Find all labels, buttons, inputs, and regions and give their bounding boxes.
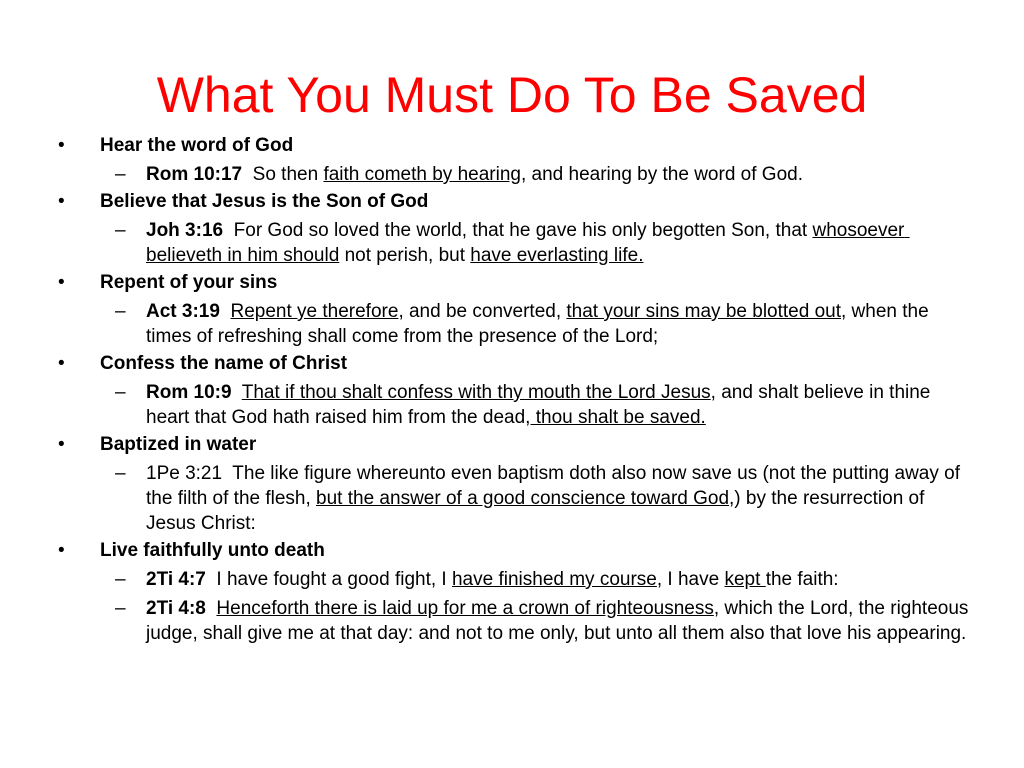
verse-reference: Rom 10:9 xyxy=(146,382,232,403)
verse-underlined-text: , thou shalt be saved. xyxy=(525,407,706,428)
verse-text: For God so loved the world, that he gave his only begotten Son, that xyxy=(223,220,813,241)
sub-bullet-dash-icon: – xyxy=(115,382,126,403)
sub-bullet-dash-icon: – xyxy=(115,463,126,484)
verse-underlined-text: kept xyxy=(724,569,766,590)
verse-text: I have fought a good fight, I xyxy=(205,569,452,590)
slide-body xyxy=(58,131,978,646)
sub-bullet-dash-icon: – xyxy=(115,220,126,241)
verse-reference: 2Ti 4:8 xyxy=(146,598,206,619)
bullet-item xyxy=(58,189,978,214)
slide-title: What You Must Do To Be Saved xyxy=(156,67,868,123)
verse-reference: 2Ti 4:7 xyxy=(146,569,206,590)
bullet-heading: Live faithfully unto death xyxy=(100,540,325,561)
bullet-heading: Repent of your sins xyxy=(100,272,278,293)
bullet-dot-icon: • xyxy=(58,540,65,561)
bullet-item xyxy=(58,538,978,563)
verse-text: The like figure whereunto even baptism doth also now save us (not the putting away of the filth of the flesh, xyxy=(146,463,966,509)
verse-underlined-text: Henceforth there is laid up for me a crown of righteousness xyxy=(216,598,714,619)
sub-bullet-dash-icon: – xyxy=(115,301,126,322)
bullet-dot-icon: • xyxy=(58,135,65,156)
verse-text: , I have xyxy=(656,569,725,590)
sub-bullet-dash-icon: – xyxy=(115,164,126,185)
bullet-heading: Believe that Jesus is the Son of God xyxy=(100,191,429,212)
bullet-item xyxy=(58,270,978,295)
verse-text: So then xyxy=(242,164,324,185)
bullet-item xyxy=(58,432,978,457)
verse-underlined-text: that your sins may be blotted out xyxy=(566,301,841,322)
verse-reference: Joh 3:16 xyxy=(146,220,224,241)
verse-reference: Act 3:19 xyxy=(146,301,220,322)
bullet-dot-icon: • xyxy=(58,353,65,374)
verse-item xyxy=(58,380,978,430)
bullet-heading: Hear the word of God xyxy=(100,135,294,156)
verse-text: , when the times of refreshing shall come from the presence of the Lord; xyxy=(146,301,934,347)
verse-item xyxy=(58,567,978,592)
verse-text: , and hearing by the word of God. xyxy=(520,164,803,185)
verse-underlined-text: That if thou shalt confess with thy mouth the Lord Jesus xyxy=(241,382,711,403)
verse-text xyxy=(206,598,217,619)
sub-bullet-dash-icon: – xyxy=(115,569,126,590)
verse-item xyxy=(58,299,978,349)
verse-item xyxy=(58,461,978,536)
bullet-item xyxy=(58,133,978,158)
verse-underlined-text: have everlasting life. xyxy=(470,245,644,266)
verse-reference: 1Pe 3:21 xyxy=(146,463,223,484)
verse-reference: Rom 10:17 xyxy=(146,164,243,185)
verse-underlined-text: have finished my course xyxy=(451,569,657,590)
bullet-dot-icon: • xyxy=(58,191,65,212)
verse-underlined-text: whosoever believeth in him should xyxy=(146,220,910,266)
verse-text: not perish, but xyxy=(339,245,471,266)
verse-underlined-text: Repent ye therefore xyxy=(230,301,399,322)
verse-underlined-text: but the answer of a good conscience toward God xyxy=(316,488,730,509)
verse-text xyxy=(232,382,242,403)
verse-item xyxy=(58,596,978,646)
bullet-heading: Baptized in water xyxy=(100,434,257,455)
verse-text: the faith: xyxy=(765,569,839,590)
verse-text: ,) by the resurrection of Jesus Christ: xyxy=(146,488,930,534)
verse-item xyxy=(58,218,978,268)
bullet-heading: Confess the name of Christ xyxy=(100,353,348,374)
sub-bullet-dash-icon: – xyxy=(115,598,126,619)
verse-text: , which the Lord, the righteous judge, shall give me at that day: and not to me only, but unto all them also that love his appearing. xyxy=(146,598,974,644)
verse-text: , and be converted, xyxy=(398,301,567,322)
verse-item xyxy=(58,162,978,187)
bullet-dot-icon: • xyxy=(58,434,65,455)
verse-text: , and shalt believe in thine heart that God hath raised him from the dead xyxy=(146,382,936,428)
verse-underlined-text: faith cometh by hearing xyxy=(323,164,521,185)
verse-text xyxy=(220,301,231,322)
bullet-item xyxy=(58,351,978,376)
bullet-dot-icon: • xyxy=(58,272,65,293)
